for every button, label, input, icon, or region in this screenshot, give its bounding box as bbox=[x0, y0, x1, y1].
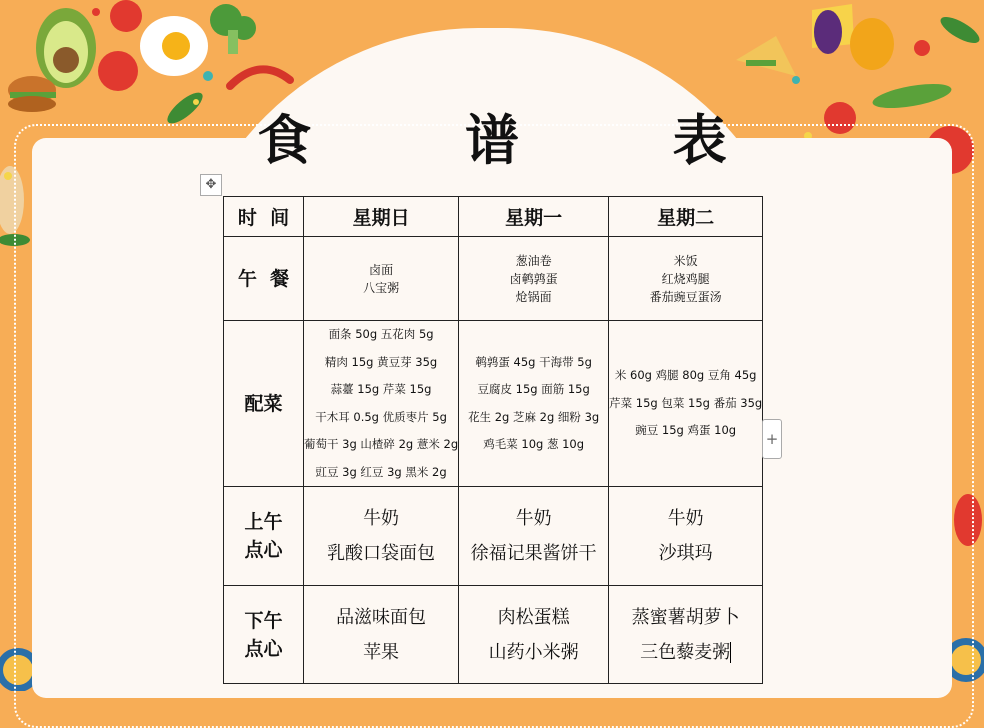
eggplant-icon bbox=[814, 10, 842, 54]
menu-item: 葡萄干 3g 山楂碎 2g 薏米 2g bbox=[304, 437, 459, 451]
table-move-handle-icon[interactable]: ✥ bbox=[200, 174, 222, 196]
morning-snack-sunday[interactable] bbox=[304, 487, 459, 586]
menu-item: 葱油卷 bbox=[515, 253, 552, 268]
row-label-morning-snack bbox=[224, 487, 304, 586]
menu-item bbox=[609, 635, 762, 670]
table-row-afternoon-snack bbox=[224, 586, 763, 684]
afternoon-snack-sunday[interactable] bbox=[304, 586, 459, 684]
menu-item: 炝锅面 bbox=[515, 289, 552, 304]
menu-item: 山药小米粥 bbox=[488, 641, 579, 663]
menu-item: 品滋味面包 bbox=[336, 606, 427, 628]
menu-item: 面条 50g 五花肉 5g bbox=[328, 327, 434, 341]
menu-item: 乳酸口袋面包 bbox=[327, 543, 436, 564]
menu-item: 芹菜 15g 包菜 15g 番茄 35g bbox=[609, 395, 763, 410]
menu-item: 蒜薹 15g 芹菜 15g bbox=[330, 382, 432, 396]
row-label-sides: 配菜 bbox=[224, 321, 304, 487]
menu-item: 牛奶 bbox=[363, 508, 400, 529]
menu-table bbox=[223, 196, 763, 684]
menu-item: 豌豆 15g 鸡蛋 10g bbox=[635, 423, 737, 438]
leaf-icon bbox=[937, 12, 983, 48]
menu-item: 精肉 15g 黄豆芽 35g bbox=[324, 354, 438, 369]
page-title bbox=[0, 98, 984, 175]
row-label-line: 上午 bbox=[244, 511, 283, 533]
menu-item: 米饭 bbox=[673, 253, 698, 268]
menu-item: 豆腐皮 15g 面筋 15g bbox=[477, 382, 590, 396]
menu-item: 鸡毛菜 10g 葱 10g bbox=[483, 437, 585, 451]
afternoon-snack-monday[interactable] bbox=[459, 586, 609, 684]
menu-item: 米 60g 鸡腿 80g 豆角 45g bbox=[614, 368, 757, 383]
header-monday: 星期一 bbox=[459, 197, 609, 237]
menu-item: 肉松蛋糕 bbox=[497, 606, 570, 628]
menu-item: 鹌鹑蛋 45g 干海带 5g bbox=[475, 354, 592, 369]
lunch-sunday[interactable] bbox=[304, 237, 459, 321]
chili-icon bbox=[230, 69, 290, 86]
table-row-lunch bbox=[224, 237, 763, 321]
menu-item: 沙琪玛 bbox=[658, 543, 713, 564]
tomato-icon bbox=[98, 0, 142, 91]
lunch-monday[interactable] bbox=[459, 237, 609, 321]
menu-item: 干木耳 0.5g 优质枣片 5g bbox=[315, 409, 447, 424]
menu-item: 豇豆 3g 红豆 3g 黑米 2g bbox=[315, 464, 447, 479]
row-label-afternoon-snack bbox=[224, 586, 304, 684]
table-row-sides bbox=[224, 321, 763, 487]
pepper-icon bbox=[850, 18, 894, 70]
add-column-button[interactable]: + bbox=[762, 419, 782, 459]
menu-item: 徐福记果酱饼干 bbox=[470, 543, 597, 564]
menu-item-text: 三色藜麦粥 bbox=[640, 641, 731, 663]
table-header-row bbox=[224, 197, 763, 237]
broccoli-icon bbox=[210, 4, 256, 54]
title-char-1: 食 bbox=[257, 108, 312, 172]
menu-item: 牛奶 bbox=[515, 508, 552, 529]
sides-monday[interactable] bbox=[459, 321, 609, 487]
menu-item: 苹果 bbox=[363, 641, 400, 663]
morning-snack-monday[interactable] bbox=[459, 487, 609, 586]
menu-item: 花生 2g 芝麻 2g 细粉 3g bbox=[468, 409, 600, 424]
row-label-line: 点心 bbox=[244, 539, 283, 561]
row-label-line: 下午 bbox=[244, 609, 283, 632]
header-sunday: 星期日 bbox=[304, 197, 459, 237]
header-time: 时 间 bbox=[224, 197, 304, 237]
header-tuesday: 星期二 bbox=[609, 197, 763, 237]
title-char-2: 谱 bbox=[465, 108, 519, 172]
menu-item: 番茄豌豆蛋汤 bbox=[649, 289, 722, 304]
title-char-3: 表 bbox=[672, 108, 727, 172]
menu-item: 牛奶 bbox=[667, 508, 704, 529]
table-row-morning-snack bbox=[224, 487, 763, 586]
egg-icon bbox=[140, 16, 208, 76]
afternoon-snack-tuesday[interactable] bbox=[609, 586, 763, 684]
morning-snack-tuesday[interactable] bbox=[609, 487, 763, 586]
row-label-lunch: 午 餐 bbox=[224, 237, 304, 321]
text-cursor bbox=[730, 642, 731, 663]
menu-item: 卤鹌鹑蛋 bbox=[509, 271, 558, 286]
menu-item: 卤面 bbox=[369, 262, 394, 277]
menu-item: 蒸蜜薯胡萝卜 bbox=[631, 606, 740, 628]
sides-sunday[interactable] bbox=[304, 321, 459, 487]
row-label-line: 点心 bbox=[244, 637, 283, 660]
lunch-tuesday[interactable] bbox=[609, 237, 763, 321]
avocado-icon bbox=[36, 8, 96, 88]
sides-tuesday[interactable] bbox=[609, 321, 763, 487]
menu-item: 八宝粥 bbox=[363, 280, 400, 295]
sandwich-icon bbox=[736, 36, 796, 76]
menu-item: 红烧鸡腿 bbox=[661, 271, 710, 286]
